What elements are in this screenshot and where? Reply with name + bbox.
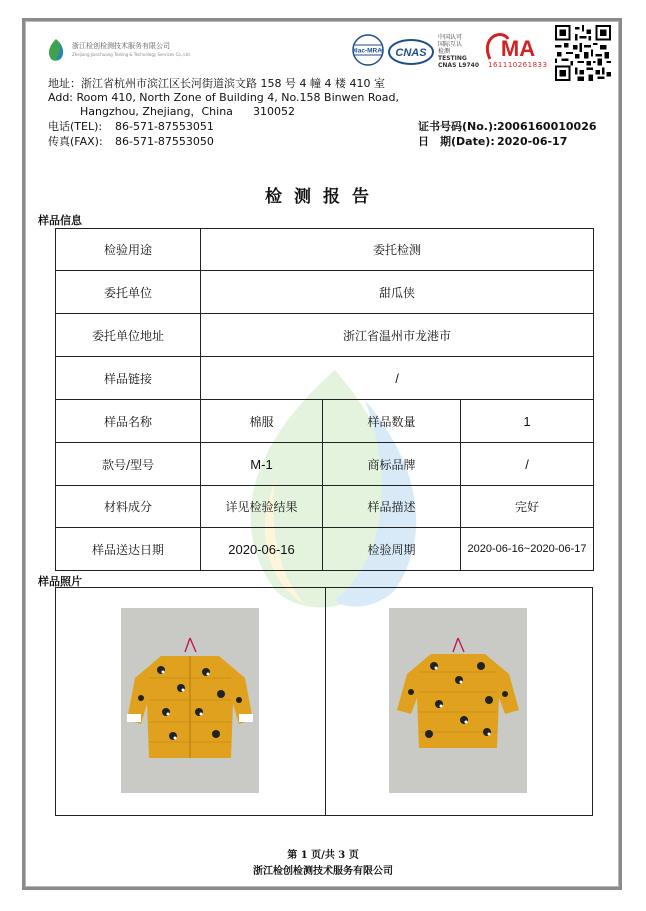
- footer-company: 浙江检创检测技术服务有限公司: [253, 866, 393, 877]
- ilac-mra-logo-icon: [350, 33, 386, 67]
- fax-label: 传真(FAX):: [48, 135, 103, 148]
- company-name-en: Zhejiang Jianchuang Testing & Technology Services Co.,Ltd.: [72, 52, 191, 57]
- cnas-line-4: TESTING: [438, 55, 467, 62]
- tel-label: 电话(TEL):: [48, 120, 103, 133]
- cell-value: 完好: [461, 486, 594, 528]
- cnas-line-5: CNAS L9740: [438, 62, 480, 69]
- cell-value: 棉服: [201, 400, 323, 443]
- report-title: 检测报告: [265, 187, 381, 207]
- cell-label: 样品数量: [323, 400, 461, 443]
- cell-value: /: [461, 443, 594, 486]
- company-logo-icon: [46, 38, 66, 62]
- sample-info-table: [55, 228, 594, 571]
- cnas-logo-icon: [388, 36, 434, 68]
- cell-label: 检验用途: [56, 229, 201, 271]
- cma-number: 161110261833: [488, 61, 548, 69]
- cell-label: 样品送达日期: [56, 528, 201, 571]
- sample-photo-back: [389, 608, 527, 793]
- postcode: 310052: [253, 105, 295, 118]
- company-name-cn: 浙江检创检测技术服务有限公司: [72, 42, 170, 50]
- cell-label: 样品链接: [56, 357, 201, 400]
- table-row: [56, 486, 594, 528]
- section-sample-photos: 样品照片: [38, 575, 82, 588]
- address-en-line2: Hangzhou, Zhejiang，China: [80, 105, 233, 118]
- cma-logo-icon: [484, 31, 542, 63]
- svg-text:MA: MA: [500, 36, 536, 61]
- cell-value: 2020-06-16~2020-06-17: [461, 528, 594, 571]
- cell-value: 1: [461, 400, 594, 443]
- section-sample-info: 样品信息: [38, 214, 82, 227]
- photo-divider: [325, 588, 326, 815]
- cnas-line-1: 中国认可: [438, 34, 463, 41]
- svg-text:ilac-MRA: ilac-MRA: [354, 47, 382, 55]
- cell-label: 样品描述: [323, 486, 461, 528]
- table-row: [56, 528, 594, 571]
- report-date: 2020-06-17: [497, 135, 568, 148]
- svg-text:CNAS: CNAS: [395, 47, 427, 59]
- cell-label: 商标品牌: [323, 443, 461, 486]
- table-row: [56, 357, 594, 400]
- cell-label: 委托单位: [56, 271, 201, 314]
- qr-code-icon: [555, 25, 611, 81]
- address-en-line1: Add: Room 410, North Zone of Building 4, No.158 Binwen Road,: [48, 91, 399, 104]
- page-number: 第 1 页/共 3 页: [287, 850, 359, 861]
- table-row: [56, 443, 594, 486]
- cell-label: 样品名称: [56, 400, 201, 443]
- cell-value: 浙江省温州市龙港市: [201, 314, 594, 357]
- cell-label: 检验周期: [323, 528, 461, 571]
- cell-label: 材料成分: [56, 486, 201, 528]
- date-label: 日 期(Date):: [418, 135, 495, 148]
- table-row: [56, 271, 594, 314]
- table-row: [56, 229, 594, 271]
- cnas-line-3: 检测: [438, 48, 451, 55]
- cert-label: 证书号码(No.):: [418, 120, 498, 133]
- cell-value: 委托检测: [201, 229, 594, 271]
- cnas-line-2: 国际互认: [438, 41, 463, 48]
- address-cn: 地址：浙江省杭州市滨江区长河街道滨文路 158 号 4 幢 4 楼 410 室: [48, 77, 385, 90]
- tel-value: 86-571-87553051: [115, 120, 214, 133]
- cell-label: 款号/型号: [56, 443, 201, 486]
- cell-value: 甜瓜侠: [201, 271, 594, 314]
- table-row: [56, 400, 594, 443]
- sample-photo-front: [121, 608, 259, 793]
- cert-number: 2006160010026: [497, 120, 597, 133]
- cell-label: 委托单位地址: [56, 314, 201, 357]
- cell-value: /: [201, 357, 594, 400]
- cell-value: 2020-06-16: [201, 528, 323, 571]
- sample-photos-box: [55, 587, 593, 816]
- cell-value: 详见检验结果: [201, 486, 323, 528]
- cnas-info: [438, 34, 482, 69]
- fax-value: 86-571-87553050: [115, 135, 214, 148]
- table-row: [56, 314, 594, 357]
- cell-value: M-1: [201, 443, 323, 486]
